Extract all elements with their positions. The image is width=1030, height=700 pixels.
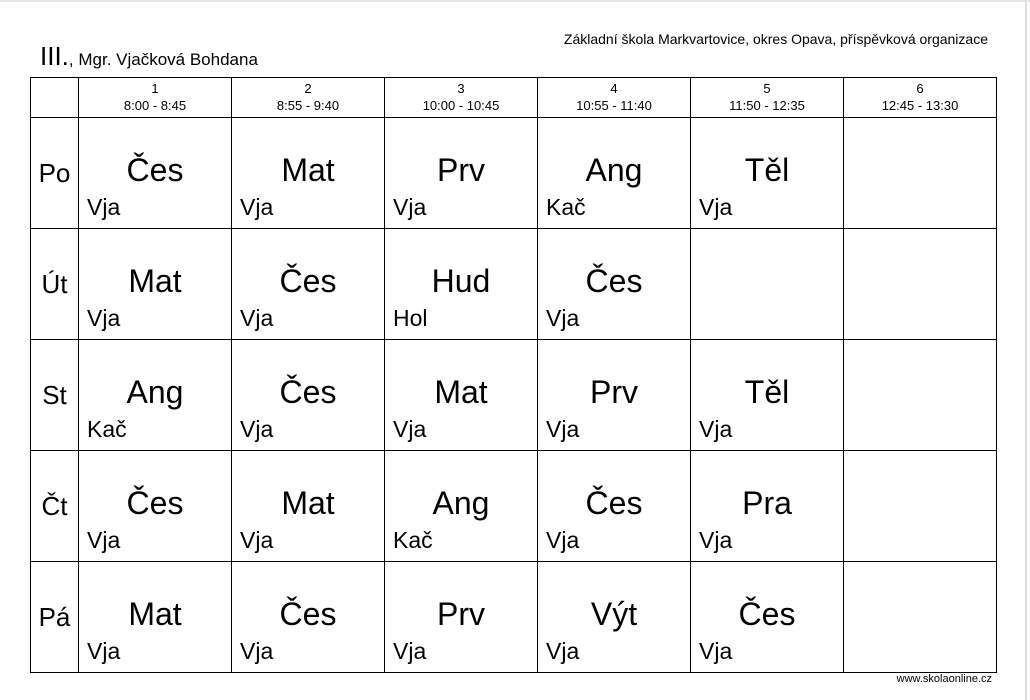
lesson-teacher: Vja bbox=[240, 305, 274, 331]
period-time: 8:00 - 8:45 bbox=[123, 98, 187, 113]
day-row bbox=[31, 340, 997, 451]
lesson-cell bbox=[79, 451, 232, 562]
lesson-cell bbox=[232, 451, 385, 562]
lesson-teacher: Vja bbox=[699, 416, 733, 442]
lesson-cell bbox=[691, 451, 844, 562]
period-time: 10:00 - 10:45 bbox=[422, 98, 500, 113]
lesson-subject: Prv bbox=[437, 596, 485, 632]
lesson-cell bbox=[538, 562, 691, 673]
lesson-teacher: Vja bbox=[546, 527, 580, 553]
day-label: Čt bbox=[31, 451, 79, 562]
timetable bbox=[30, 77, 997, 673]
lesson-subject: Čes bbox=[585, 263, 643, 299]
corner-cell bbox=[31, 78, 79, 118]
lesson-teacher: Vja bbox=[87, 305, 121, 331]
lesson-subject: Čes bbox=[279, 263, 337, 299]
lesson-subject: Čes bbox=[738, 596, 796, 632]
lesson-cell bbox=[232, 340, 385, 451]
lesson-cell bbox=[691, 562, 844, 673]
lesson-subject: Mat bbox=[128, 596, 182, 632]
day-label: Po bbox=[31, 118, 79, 229]
lesson-subject: Těl bbox=[744, 152, 790, 188]
period-header bbox=[691, 78, 844, 118]
period-header-row bbox=[31, 78, 997, 118]
lesson-subject: Hud bbox=[431, 263, 491, 299]
lesson-teacher: Vja bbox=[393, 638, 427, 664]
lesson-cell bbox=[385, 451, 538, 562]
lesson-teacher: Vja bbox=[87, 527, 121, 553]
lesson-subject: Ang bbox=[585, 152, 643, 188]
lesson-teacher: Vja bbox=[393, 194, 427, 220]
lesson-subject: Prv bbox=[590, 374, 638, 410]
period-time: 8:55 - 9:40 bbox=[276, 98, 340, 113]
lesson-subject: Mat bbox=[281, 485, 335, 521]
lesson-cell bbox=[79, 229, 232, 340]
top-border bbox=[0, 0, 1030, 2]
lesson-teacher: Kač bbox=[393, 527, 433, 553]
right-border bbox=[1025, 0, 1027, 700]
lesson-cell bbox=[385, 118, 538, 229]
lesson-teacher: Vja bbox=[240, 416, 274, 442]
lesson-teacher: Vja bbox=[699, 194, 733, 220]
lesson-teacher: Vja bbox=[699, 527, 733, 553]
period-number: 3 bbox=[457, 81, 465, 96]
lesson-cell bbox=[79, 340, 232, 451]
lesson-subject: Čes bbox=[585, 485, 643, 521]
period-number: 2 bbox=[304, 81, 312, 96]
period-header bbox=[844, 78, 997, 118]
lesson-teacher: Kač bbox=[87, 416, 127, 442]
lesson-cell bbox=[844, 118, 997, 229]
day-label: Út bbox=[31, 229, 79, 340]
lesson-subject: Mat bbox=[128, 263, 182, 299]
lesson-cell bbox=[232, 562, 385, 673]
lesson-cell bbox=[232, 229, 385, 340]
lesson-subject: Čes bbox=[126, 152, 184, 188]
lesson-cell bbox=[844, 229, 997, 340]
lesson-cell bbox=[385, 562, 538, 673]
lesson-teacher: Vja bbox=[240, 194, 274, 220]
period-header bbox=[385, 78, 538, 118]
lesson-cell bbox=[844, 562, 997, 673]
lesson-cell bbox=[385, 340, 538, 451]
day-row bbox=[31, 229, 997, 340]
lesson-teacher: Vja bbox=[87, 638, 121, 664]
lesson-cell bbox=[691, 340, 844, 451]
lesson-teacher: Vja bbox=[87, 194, 121, 220]
day-row bbox=[31, 118, 997, 229]
lesson-subject: Ang bbox=[126, 374, 184, 410]
lesson-teacher: Vja bbox=[240, 527, 274, 553]
lesson-teacher: Vja bbox=[393, 416, 427, 442]
lesson-subject: Mat bbox=[281, 152, 335, 188]
period-time: 10:55 - 11:40 bbox=[576, 98, 652, 113]
day-row bbox=[31, 562, 997, 673]
lesson-cell bbox=[691, 118, 844, 229]
lesson-teacher: Vja bbox=[546, 416, 580, 442]
period-header bbox=[232, 78, 385, 118]
period-number: 1 bbox=[151, 81, 159, 96]
lesson-cell bbox=[538, 229, 691, 340]
period-time: 12:45 - 13:30 bbox=[881, 98, 959, 113]
school-name: Základní škola Markvartovice, okres Opava, příspěvková organizace bbox=[563, 31, 988, 47]
lesson-subject: Pra bbox=[742, 485, 792, 521]
period-header bbox=[538, 78, 691, 118]
lesson-teacher: Vja bbox=[699, 638, 733, 664]
footer-url: www.skolaonline.cz bbox=[896, 673, 992, 685]
lesson-cell bbox=[385, 229, 538, 340]
lesson-cell bbox=[691, 229, 844, 340]
lesson-subject: Čes bbox=[126, 485, 184, 521]
period-number: 4 bbox=[610, 81, 618, 96]
lesson-cell bbox=[79, 562, 232, 673]
lesson-subject: Mat bbox=[434, 374, 488, 410]
lesson-teacher: Vja bbox=[240, 638, 274, 664]
lesson-subject: Čes bbox=[279, 596, 337, 632]
lesson-cell bbox=[844, 340, 997, 451]
class-name: III. bbox=[40, 41, 69, 71]
lesson-subject: Čes bbox=[279, 374, 337, 410]
lesson-subject: Ang bbox=[432, 485, 490, 521]
period-number: 6 bbox=[916, 81, 924, 96]
lesson-teacher: Vja bbox=[546, 305, 580, 331]
class-title bbox=[40, 41, 258, 72]
period-time: 11:50 - 12:35 bbox=[729, 98, 805, 113]
lesson-subject: Těl bbox=[744, 374, 790, 410]
lesson-cell bbox=[79, 118, 232, 229]
lesson-teacher: Vja bbox=[546, 638, 580, 664]
lesson-cell bbox=[232, 118, 385, 229]
lesson-subject: Prv bbox=[437, 152, 485, 188]
period-number: 5 bbox=[763, 81, 771, 96]
day-row bbox=[31, 451, 997, 562]
lesson-cell bbox=[538, 118, 691, 229]
day-label: Pá bbox=[31, 562, 79, 673]
period-header bbox=[79, 78, 232, 118]
lesson-subject: Výt bbox=[590, 596, 638, 632]
lesson-cell bbox=[538, 451, 691, 562]
class-teacher: , Mgr. Vjačková Bohdana bbox=[68, 50, 258, 69]
lesson-cell bbox=[538, 340, 691, 451]
lesson-teacher: Hol bbox=[393, 305, 428, 331]
lesson-cell bbox=[844, 451, 997, 562]
lesson-teacher: Kač bbox=[546, 194, 586, 220]
day-label: St bbox=[31, 340, 79, 451]
